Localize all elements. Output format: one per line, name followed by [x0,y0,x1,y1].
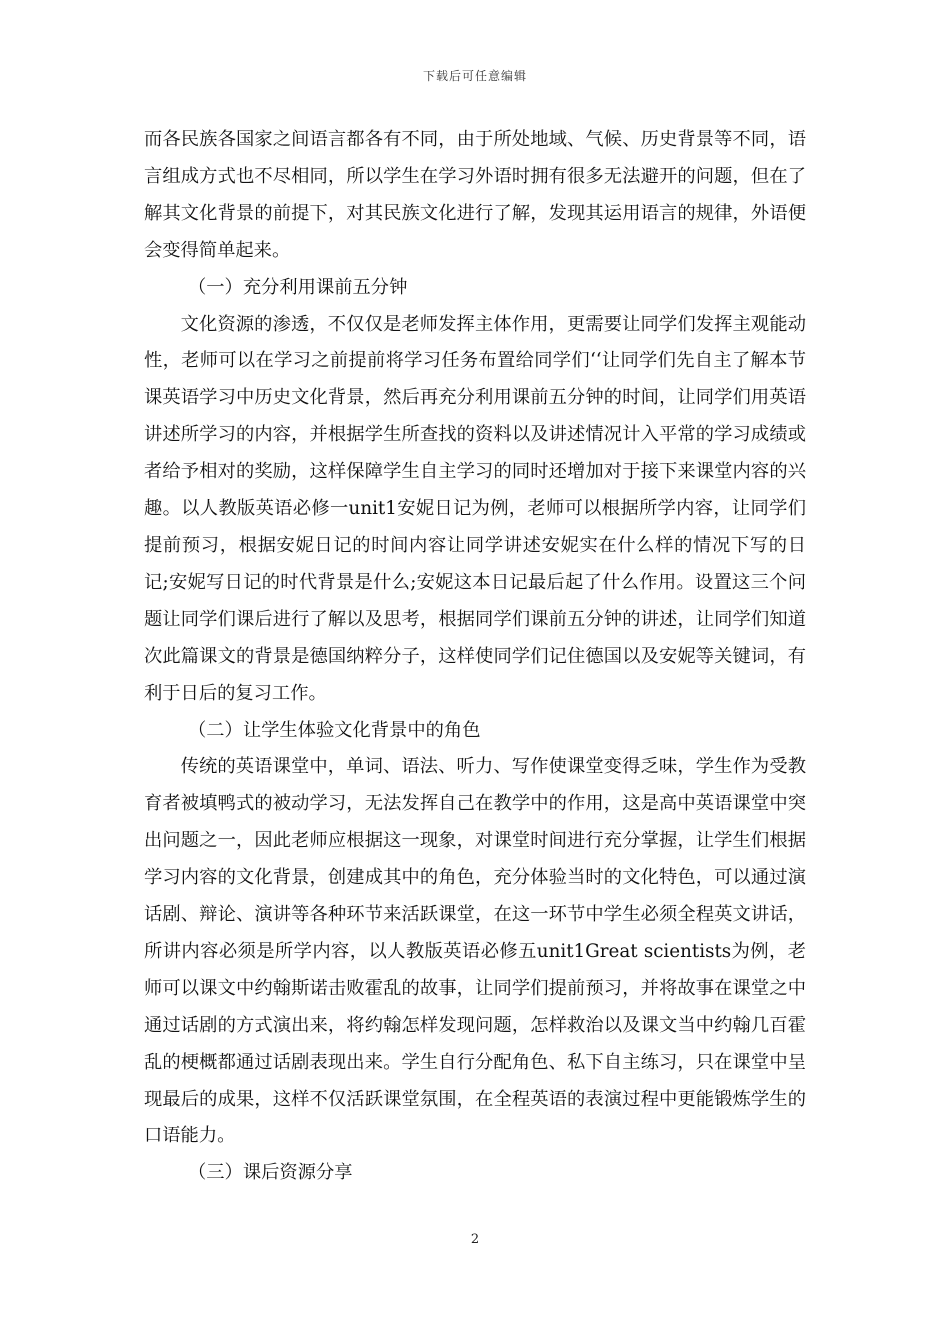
page-number: 2 [470,1232,480,1247]
document-body [144,122,806,1192]
page-header: 下载后可任意编辑 [422,69,527,83]
paragraph-section-2: 传统的英语课堂中，单词、语法、听力、写作使课堂变得乏味，学生作为受教育者被填鸭式的被动学习，无法发挥自己在教学中的作用，这是高中英语课堂中突出问题之一，因此老师应根据这一现象，对课堂时间进行充分掌握，让学生们根据学习内容的文化背景，创建成其中的角色，充分体验当时的文化特色，可以通过演话剧、辩论、演讲等各种环节来活跃课堂，在这一环节中学生必须全程英文讲话，所讲内容必须是所学内容，以人教版英语必修五unit1Great scientists为例，老师可以课文中约翰斯诺击败霍乱的故事，让同学们提前预习，并将故事在课堂之中通过话剧的方式演出来，将约翰怎样发现问题，怎样救治以及课文当中约翰几百霍乱的梗概都通过话剧表现出来。学生自行分配角色、私下自主练习，只在课堂中呈现最后的成果，这样不仅活跃课堂氛围，在全程英语的表演过程中更能锻炼学生的口语能力。 [144,756,806,1147]
section-heading-1: （一）充分利用课前五分钟 [188,276,408,298]
section-heading-3: （三）课后资源分享 [188,1162,353,1184]
paragraph-continuation: 而各民族各国家之间语言都各有不同，由于所处地域、气候、历史背景等不同，语言组成方式也不尽相同，所以学生在学习外语时拥有很多无法避开的问题，但在了解其文化背景的前提下，对其民族文化进行了解，发现其运用语言的规律，外语便会变得简单起来。 [144,129,806,261]
paragraph-section-1: 文化资源的渗透，不仅仅是老师发挥主体作用，更需要让同学们发挥主观能动性，老师可以在学习之前提前将学习任务布置给同学们‘‘让同学们先自主了解本节课英语学习中历史文化背景，然后再充分利用课前五分钟的时间，让同学们用英语讲述所学习的内容，并根据学生所查找的资料以及讲述情况计入平常的学习成绩或者给予相对的奖励，这样保障学生自主学习的同时还增加对于接下来课堂内容的兴趣。以人教版英语必修一unit1安妮日记为例，老师可以根据所学内容，让同学们提前预习，根据安妮日记的时间内容让同学讲述安妮实在什么样的情况下写的日记;安妮写日记的时代背景是什么;安妮这本日记最后起了什么作用。设置这三个问题让同学们课后进行了解以及思考，根据同学们课前五分钟的讲述，让同学们知道次此篇课文的背景是德国纳粹分子，这样使同学们记住德国以及安妮等关键词，有利于日后的复习工作。 [144,313,806,704]
section-heading-2: （二）让学生体验文化背景中的角色 [188,719,481,741]
